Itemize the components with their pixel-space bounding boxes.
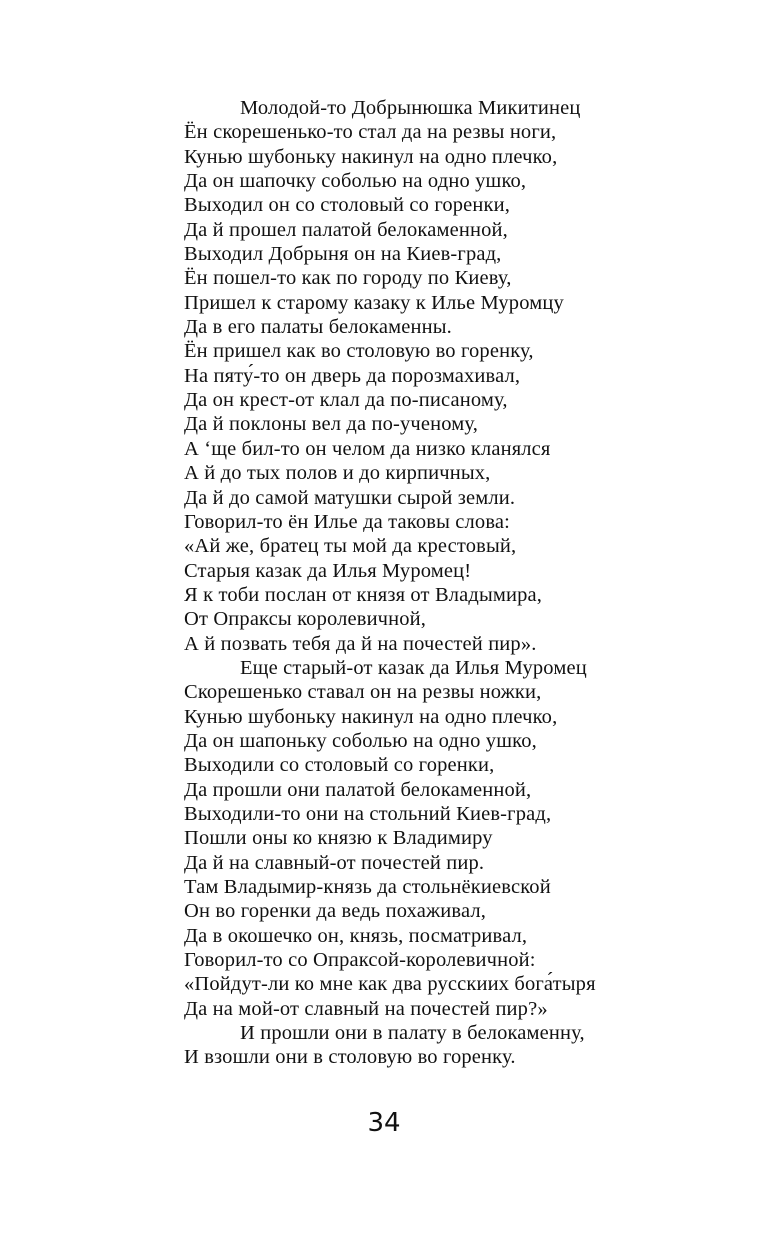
poem-line: А й до тых полов и до кирпичных, (184, 462, 491, 485)
poem-line: Я к тоби послан от князя от Владымира, (184, 583, 543, 606)
poem-line: Кунью шубоньку накинул на одно плечко, (184, 705, 558, 728)
poem-line: И прошли они в палату в белокаменну, (240, 1022, 585, 1045)
poem-line: «Ай же, братец ты мой да крестовый, (184, 535, 517, 558)
poem-line: Да й на славный-от почестей пир. (184, 851, 485, 874)
poem-text (184, 96, 744, 1070)
poem-line: «Пойдут-ли ко мне как два русскиих бога́тыря (184, 973, 596, 996)
poem-line: Там Владымир-князь да стольнёкиевской (184, 876, 551, 898)
poem-line: Выходили-то они на стольний Киев-град, (184, 802, 552, 825)
poem-line: Пошли оны ко князю к Владимиру (184, 827, 493, 850)
poem-line: Да прошли они палатой белокаменной, (184, 778, 532, 801)
poem-line: Старыя казак да Илья Муромец! (184, 559, 472, 582)
poem-line: На пяту́-то он дверь да порозмахивал, (184, 364, 521, 387)
poem-line: Да он крест-от клал да по-писаному, (184, 389, 508, 412)
poem-line: Кунью шубоньку накинул на одно плечко, (184, 145, 558, 168)
poem-line: Да й прошел палатой белокаменной, (184, 218, 508, 241)
poem-line: Да на мой-от славный на почестей пир?» (184, 997, 548, 1020)
poem-line: Выходил Добрыня он на Киев-град, (184, 243, 502, 266)
poem-line: Да й до самой матушки сырой земли. (184, 486, 516, 509)
poem-line: И взошли они в столовую во горенку. (184, 1046, 516, 1069)
poem-line: Да он шапочку соболью на одно ушко, (184, 170, 527, 193)
poem-line: А й позвать тебя да й на почестей пир». (184, 632, 537, 655)
poem-line: Говорил-то со Опраксой-королевичной: (184, 949, 536, 972)
poem-line: Выходили со столовый со горенки, (184, 754, 495, 777)
poem-line: Он во горенки да ведь похаживал, (184, 900, 487, 923)
poem-line: Еще старый-от казак да Илья Муромец (240, 656, 587, 679)
page-number: 34 (367, 1108, 401, 1138)
poem-line: Да в его палаты белокаменны. (184, 316, 452, 339)
poem-line: Да й поклоны вел да по-ученому, (184, 413, 478, 436)
poem-line: Да он шапоньку соболью на одно ушко, (184, 729, 537, 752)
poem-line: Говорил-то ён Илье да таковы слова: (184, 510, 510, 533)
poem-line: Ён пошел-то как по городу по Киеву, (184, 267, 512, 290)
poem-line: Пришел к старому казаку к Илье Муромцу (184, 291, 564, 314)
poem-line: Да в окошечко он, князь, посматривал, (184, 924, 528, 947)
poem-line: Скорешенько ставал он на резвы ножки, (184, 681, 542, 704)
poem-line: Выходил он со столовый со горенки, (184, 194, 511, 217)
poem-line: Ён пришел как во столовую во горенку, (184, 340, 534, 363)
poem-line: Молодой-то Добрынюшка Микитинец (240, 97, 581, 119)
poem-line: Ён скорешенько-то стал да на резвы ноги, (184, 121, 557, 144)
poem-line: А ‘ще бил-то он челом да низко кланялся (184, 437, 551, 460)
poem-line: От Опраксы королевичной, (184, 608, 427, 631)
